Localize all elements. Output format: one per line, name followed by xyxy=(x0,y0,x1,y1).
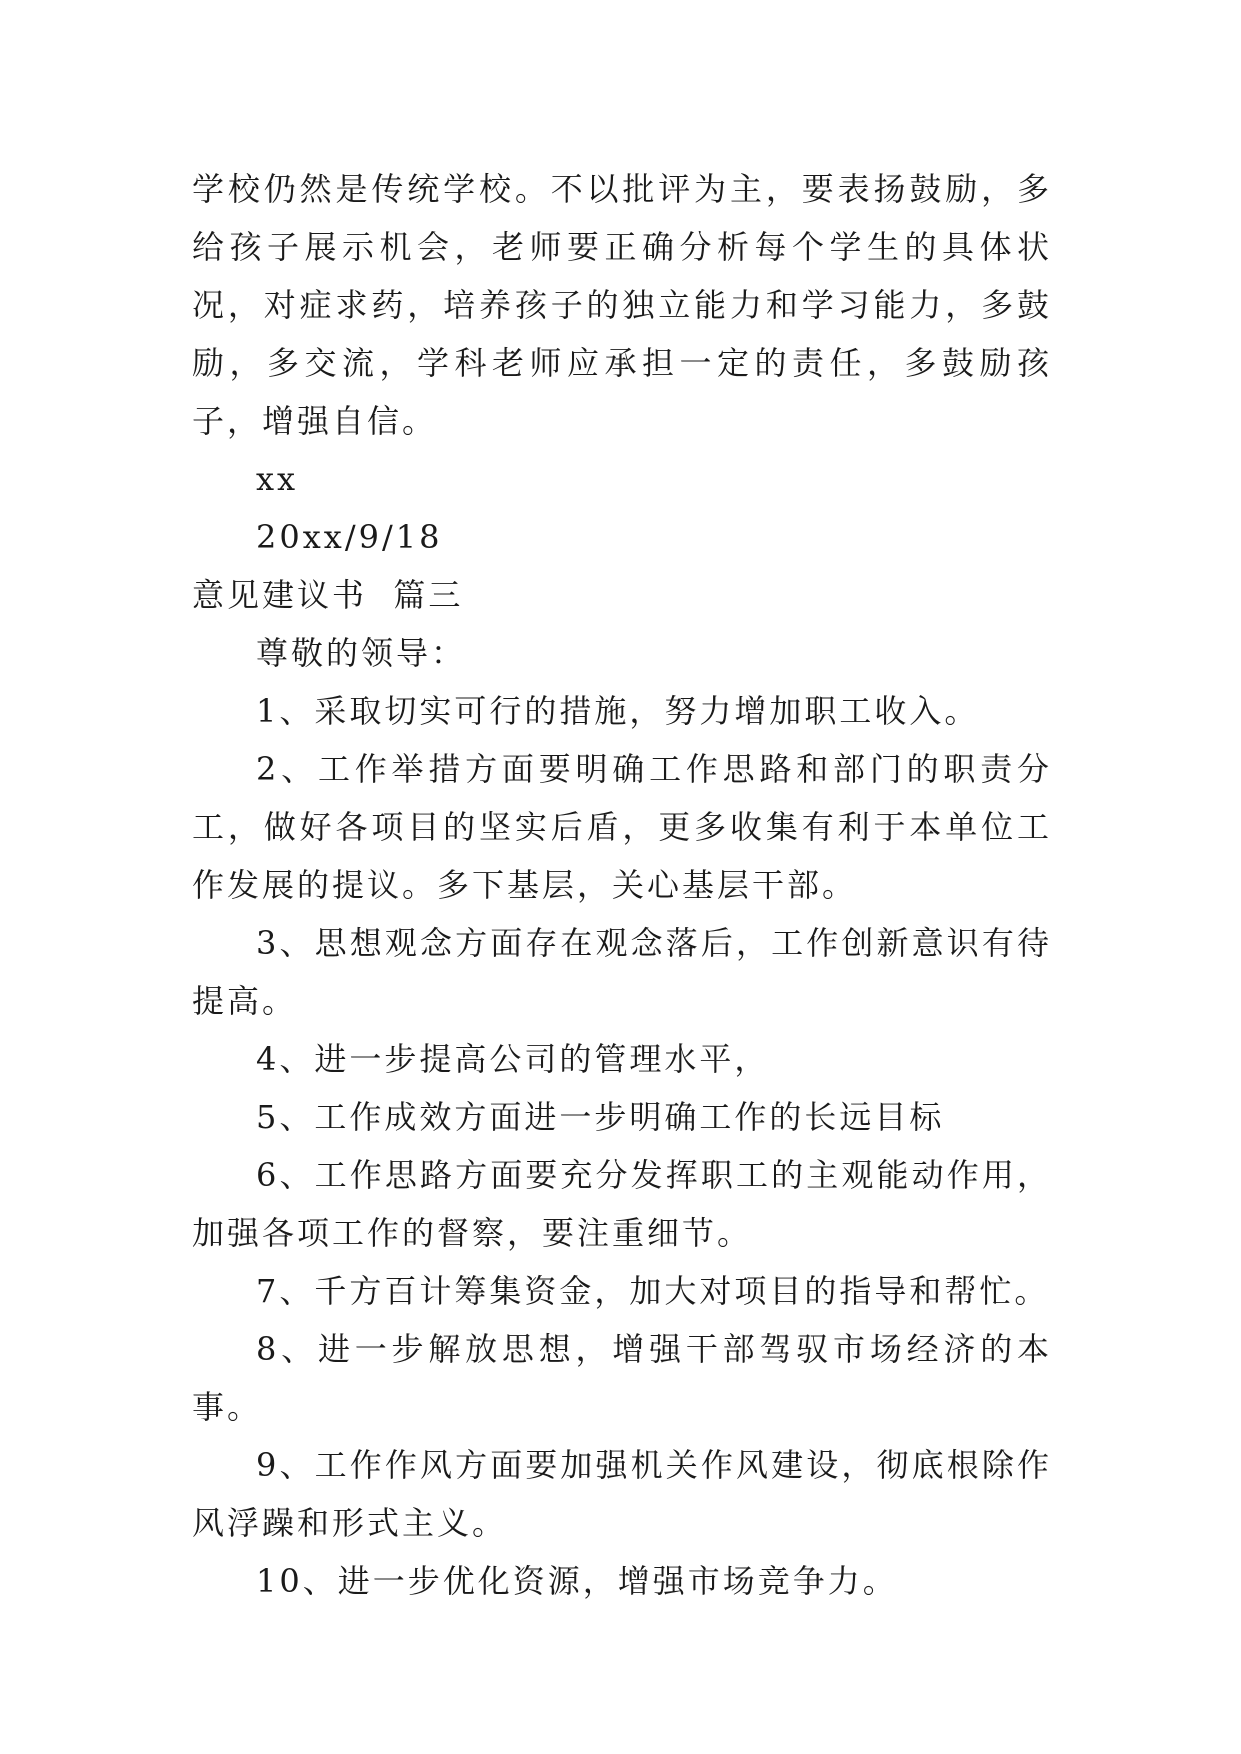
salutation: 尊敬的领导： xyxy=(256,634,467,672)
list-item: 10、进一步优化资源，增强市场竞争力。 xyxy=(256,1562,898,1600)
list-item: 4、进一步提高公司的管理水平， xyxy=(256,1040,770,1078)
list-item: 9、工作作风方面要加强机关作风建设，彻底根除作风浮躁和形式主义。 xyxy=(192,1446,1052,1542)
document-body xyxy=(192,160,1052,1610)
list-item: 5、工作成效方面进一步明确工作的长远目标 xyxy=(256,1098,945,1136)
list-item: 2、工作举措方面要明确工作思路和部门的职责分工，做好各项目的坚实后盾，更多收集有利于本单位工作发展的提议。多下基层，关心基层干部。 xyxy=(192,750,1052,904)
date: 20xx/9/18 xyxy=(256,518,443,556)
signature: xx xyxy=(256,460,299,498)
list-item: 1、采取切实可行的措施，努力增加职工收入。 xyxy=(256,692,980,730)
list-item: 8、进一步解放思想，增强干部驾驭市场经济的本事。 xyxy=(192,1330,1052,1426)
list-item: 6、工作思路方面要充分发挥职工的主观能动作用，加强各项工作的督察，要注重细节。 xyxy=(192,1156,1052,1252)
section-title: 意见建议书 篇三 xyxy=(192,576,464,614)
list-item: 7、千方百计筹集资金，加大对项目的指导和帮忙。 xyxy=(256,1272,1050,1310)
continuation-paragraph: 学校仍然是传统学校。不以批评为主，要表扬鼓励，多给孩子展示机会，老师要正确分析每个学生的具体状况，对症求药，培养孩子的独立能力和学习能力，多鼓励，多交流，学科老师应承担一定的责任，多鼓励孩子，增强自信。 xyxy=(192,170,1052,440)
list-item: 3、思想观念方面存在观念落后，工作创新意识有待提高。 xyxy=(192,924,1052,1020)
